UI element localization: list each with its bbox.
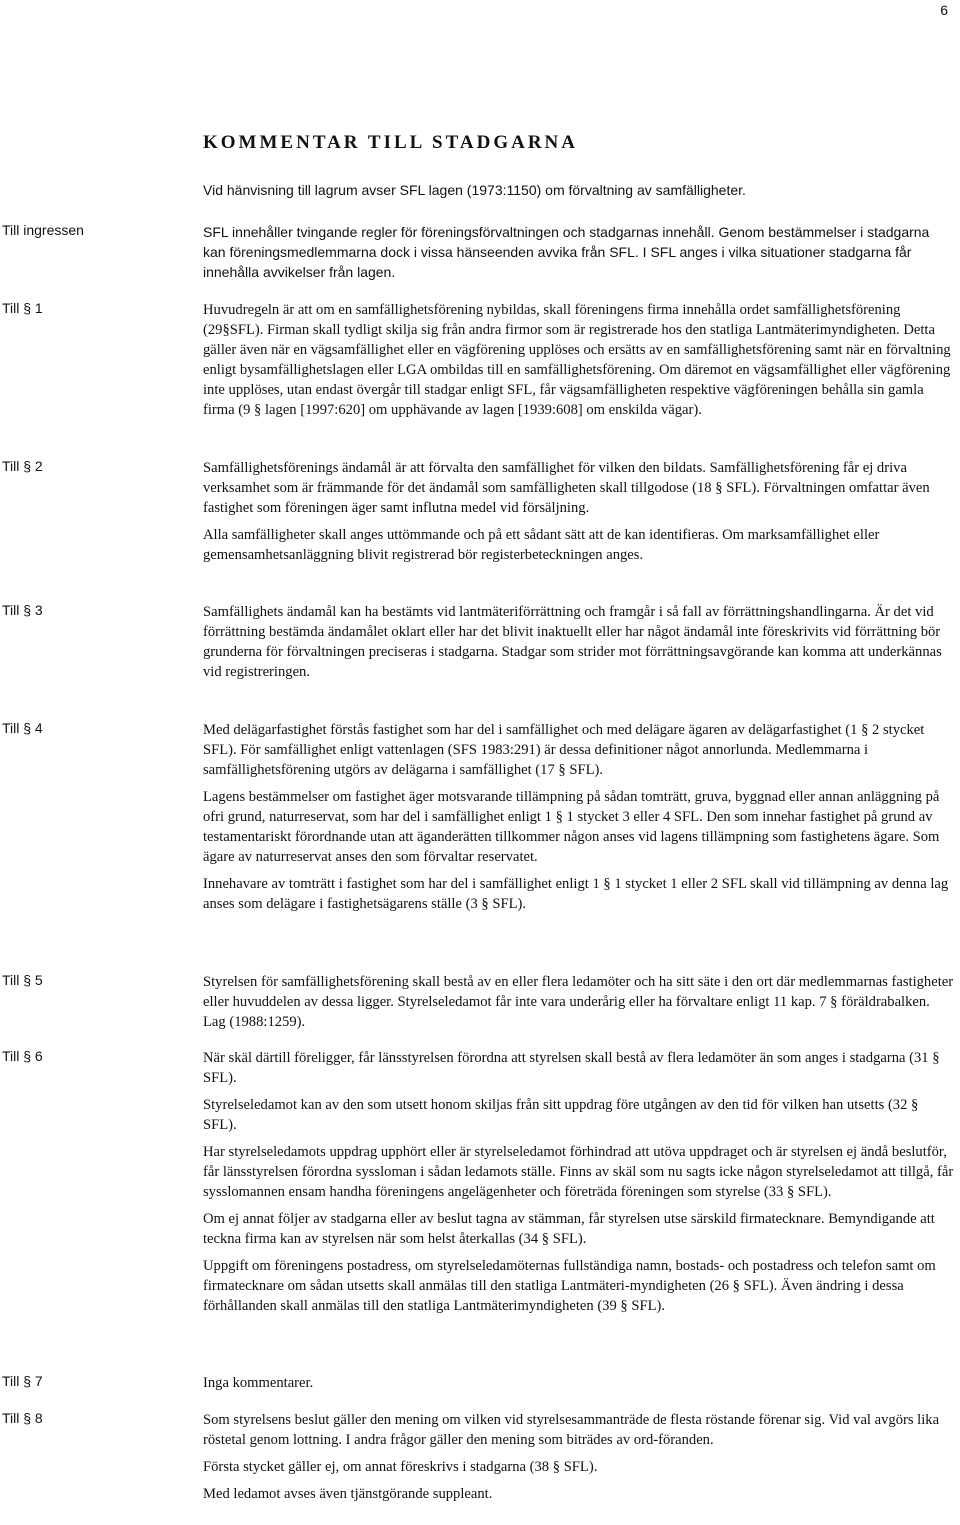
paragraph: Alla samfälligheter skall anges uttömmande och på ett sådant sätt att de kan identifieras. Om marksamfällighet eller gemensamhetsanläggning blivit registrerad bör registerbeteckningen anges. — [203, 527, 880, 563]
section-label-7: Till § 7 — [2, 1373, 43, 1389]
paragraph: Första stycket gäller ej, om annat föreskrivs i stadgarna (38 § SFL). — [203, 1459, 598, 1475]
section-body-1 — [203, 300, 955, 420]
paragraph: Styrelseledamot kan av den som utsett honom skiljas från sitt uppdrag före utgången av den tid för vilken han utsetts (32 § SFL). — [203, 1097, 919, 1133]
paragraph: Lagens bestämmelser om fastighet äger motsvarande tillämpning på sådan tomträtt, gruva, byggnad eller annan anläggning på ofri grund, naturreservat, som har del i samfällighet enligt 1 § 1 stycket 3 eller 4 SFL. Den som innehar fastighet på grund av testamentariskt förordnande utan att äganderätten tillkommer någon anses vid lagens tillämpning som fastighetens ägare. Som ägare av naturreservat anses den som förvaltar reservatet. — [203, 789, 940, 865]
section-body-5 — [203, 972, 955, 1032]
paragraph: Om ej annat följer av stadgarna eller av beslut tagna av stämman, får styrelsen utse särskild firmatecknare. Bemyndigande att teckna firma kan av styrelsen när som helst återkallas (34 § SFL). — [203, 1211, 935, 1247]
paragraph: Samfällighetsförenings ändamål är att förvalta den samfällighet för vilken den bildats. Samfällighetsförening får ej driva verksamhet som är främmande för det ändamål som samfälligheten skall tillgodose (18 § SFL). Förvaltningen omfattar även fastighet som föreningen äger samt influtna medel vid försäljning. — [203, 460, 930, 516]
section-body-7 — [203, 1373, 955, 1393]
paragraph: Samfällighets ändamål kan ha bestämts vid lantmäteriförrättning och framgår i så fall av förrättningshandlingarna. Är det vid förrättning bestämda ändamålet oklart eller har det blivit inaktuellt eller har något ändamål inte föreskrivits vid förrättning bör grunderna för förvaltningen preciseras i stadgarna. Stadgar som strider mot förrättningsavgörande kan komma att underkännas vid registreringen. — [203, 604, 942, 680]
paragraph: Innehavare av tomträtt i fastighet som har del i samfällighet enligt 1 § 1 stycket 1 eller 2 SFL skall vid tillämpning av denna lag anses som delägare i fastighetsägarens ställe (3 § SFL). — [203, 876, 949, 912]
section-body-ingressen — [203, 222, 955, 282]
paragraph: Med delägarfastighet förstås fastighet som har del i samfällighet och med delägare ägaren av delägarfastighet (1 § 2 stycket SFL). För samfällighet enligt vattenlagen (SFS 1983:291) är dessa definitioner något annorlunda. Medlemmarna i samfällighetsförening utgörs av delägarna i samfällighet (17 § SFL). — [203, 722, 925, 778]
paragraph: Har styrelseledamots uppdrag upphört eller är styrelseledamot förhindrad att utöva uppdraget och är styrelsen ej ändå beslutför, får länsstyrelsen förordna syssloman i sådan ledamots ställe. Finns av skäl som nu sagts icke någon styrelseledamot att tillgå, får sysslomannen ensam handha föreningens angelägenheter och företräda föreningen som styrelse (33 § SFL). — [203, 1144, 954, 1200]
section-body-2 — [203, 458, 955, 565]
section-label-2: Till § 2 — [2, 458, 43, 474]
section-body-4 — [203, 720, 955, 914]
section-body-8 — [203, 1410, 955, 1504]
section-label-3: Till § 3 — [2, 602, 43, 618]
paragraph: Uppgift om föreningens postadress, om styrelseledamöternas fullständiga namn, bostads- och postadress och telefon samt om firmatecknare om sådan utsetts skall anmälas till den statliga Lantmäteri-myndigheten (26 § SFL). Även ändring i dessa förhållanden skall anmälas till den statliga Lantmäterimyndigheten (39 § SFL). — [203, 1258, 936, 1314]
paragraph: SFL innehåller tvingande regler för föreningsförvaltningen och stadgarnas innehåll. Genom bestämmelser i stadgarna kan föreningsmedlemmarna dock i vissa hänseenden avvika från SFL. I SFL anges i vilka situationer stadgarna får innehålla avvikelser från lagen. — [203, 224, 930, 280]
paragraph: Med ledamot avses även tjänstgörande suppleant. — [203, 1486, 493, 1502]
document-title: KOMMENTAR TILL STADGARNA — [203, 132, 578, 153]
section-label-5: Till § 5 — [2, 972, 43, 988]
section-label-6: Till § 6 — [2, 1048, 43, 1064]
section-label-8: Till § 8 — [2, 1410, 43, 1426]
section-label-1: Till § 1 — [2, 300, 43, 316]
section-body-6 — [203, 1048, 955, 1316]
paragraph: När skäl därtill föreligger, får länsstyrelsen förordna att styrelsen skall bestå av flera ledamöter än som anges i stadgarna (31 § SFL). — [203, 1050, 940, 1086]
section-label-ingressen: Till ingressen — [2, 222, 84, 238]
section-body-3 — [203, 602, 955, 682]
paragraph: Inga kommentarer. — [203, 1375, 314, 1391]
paragraph: Huvudregeln är att om en samfällighetsförening nybildas, skall föreningens firma innehålla ordet samfällighetsförening (29§SFL). Firman skall tydligt skilja sig från andra firmor som är registrerade hos den statliga Lantmäterimyndigheten. Detta gäller även när en vägsamfällighet eller en vägförening upplöses och ersätts av en samfällighetsförening samt när en förvaltning enligt bysamfällighetslagen eller LGA ombildas till en samfällighetsförening. Om däremot en vägsamfällighet eller vägförening inte upplöses, utan endast övergår till stadgar enligt SFL, får vägsamfälligheten respektive vägföreningen behålla sin gamla firma (9 § lagen [1997:620] om upphävande av lagen [1939:608] om enskilda vägar). — [203, 302, 951, 418]
paragraph: Som styrelsens beslut gäller den mening om vilken vid styrelsesammanträde de flesta röstande förenar sig. Vid val avgörs lika röstetal genom lottning. I andra frågor gäller den mening som biträdes av ord-föranden. — [203, 1412, 940, 1448]
page-number: 6 — [940, 2, 948, 18]
paragraph: Styrelsen för samfällighetsförening skall bestå av en eller flera ledamöter och ha sitt säte i den ort där medlemmarnas fastigheter eller huvuddelen av dessa ligger. Styrelseledamot får inte vara underårig eller ha förvaltare enligt 11 kap. 7 § föräldrabalken. Lag (1988:1259). — [203, 974, 954, 1030]
intro-text: Vid hänvisning till lagrum avser SFL lagen (1973:1150) om förvaltning av samfälligheter. — [203, 182, 746, 198]
section-label-4: Till § 4 — [2, 720, 43, 736]
